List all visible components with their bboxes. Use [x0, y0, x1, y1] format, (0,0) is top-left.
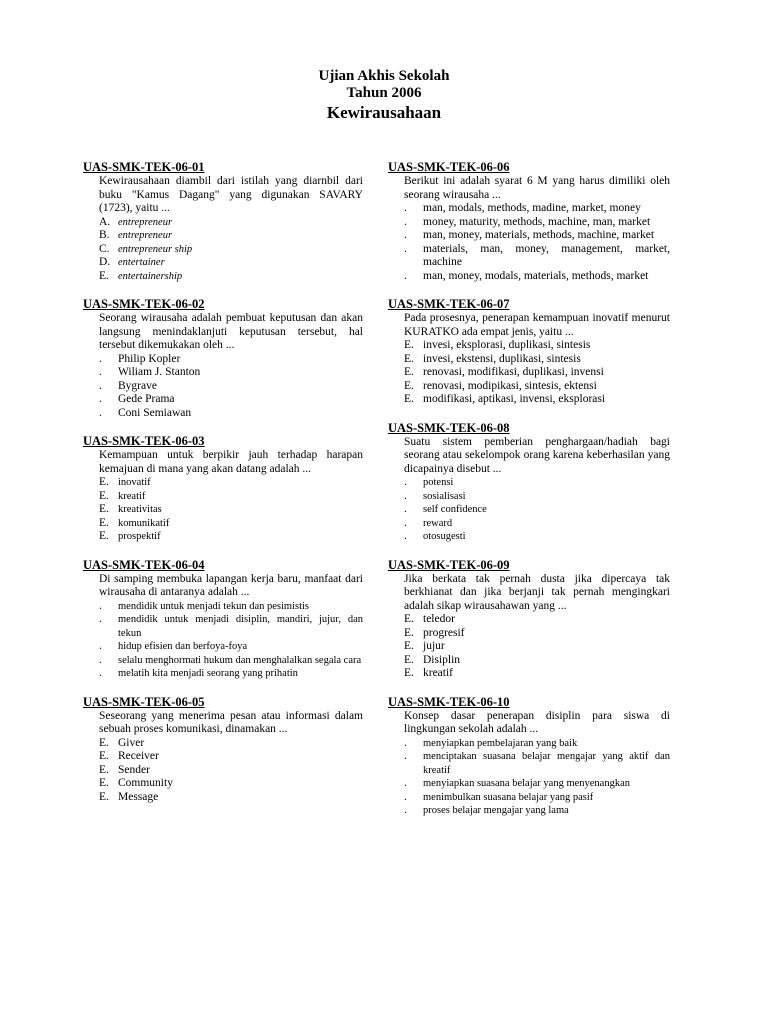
option-label: . [99, 667, 102, 679]
option-text: invesi, ekstensi, duplikasi, sintesis [423, 352, 581, 365]
answer-option [404, 750, 670, 777]
answer-option [99, 530, 363, 544]
option-label: . [404, 229, 407, 241]
answer-option [404, 476, 670, 490]
option-text: mendidik untuk menjadi tekun dan pesimistis [118, 600, 310, 612]
answer-option [404, 393, 670, 407]
answer-option [99, 654, 363, 668]
exam-title: Ujian Akhis Sekolah [318, 68, 450, 84]
option-label: A. [99, 215, 111, 228]
option-text: menimbulkan suasana belajar yang pasif [423, 791, 594, 803]
answer-option [404, 339, 670, 353]
answer-option [404, 627, 670, 641]
answer-option [99, 353, 363, 367]
option-label: . [99, 352, 102, 365]
option-text: Coni Semiawan [118, 406, 192, 419]
question-id: UAS-SMK-TEK-06-03 [83, 434, 205, 448]
option-label: E. [99, 489, 109, 502]
left-column [83, 160, 363, 818]
question-block [83, 558, 363, 681]
question-id: UAS-SMK-TEK-06-01 [83, 160, 205, 174]
option-label: . [404, 516, 407, 529]
option-text: sosialisasi [423, 490, 466, 502]
answer-option [404, 667, 670, 681]
option-label: . [99, 379, 102, 392]
question-block [83, 160, 363, 283]
option-text: mendidik untuk menjadi disiplin, mandiri, jujur, dan tekun [118, 614, 363, 639]
subject-title: Kewirausahaan [326, 103, 442, 122]
option-text: komunikatif [118, 517, 170, 529]
answer-option [99, 380, 363, 394]
option-text: menyiapkan pembelajaran yang baik [423, 737, 578, 749]
answer-option [404, 366, 670, 380]
question-id: UAS-SMK-TEK-06-09 [388, 557, 510, 572]
answer-option [99, 600, 363, 614]
option-label: . [99, 640, 102, 652]
option-text: man, modals, methods, madine, market, money [423, 202, 641, 214]
option-text: entertainer [118, 257, 165, 268]
question-id: UAS-SMK-TEK-06-05 [83, 694, 205, 709]
option-text: self confidence [423, 504, 487, 515]
option-text: jujur [423, 640, 445, 652]
answer-option [404, 654, 670, 668]
answer-option [99, 737, 363, 751]
option-label: . [99, 366, 102, 378]
answer-option [404, 202, 670, 216]
question-text: Pada prosesnya, penerapan kemampuan inovatif menurut KURATKO ada empat jenis, yaitu ... [404, 312, 670, 338]
answer-option [99, 667, 363, 681]
answer-option [404, 737, 670, 751]
option-text: money, maturity, methods, machine, man, market [423, 215, 651, 228]
option-text: menciptakan suasana belajar mengajar yang aktif dan kreatif [423, 751, 670, 776]
question-block [83, 434, 363, 544]
question-id: UAS-SMK-TEK-06-06 [388, 160, 510, 174]
option-label: . [404, 750, 407, 762]
option-text: Sender [118, 763, 150, 776]
option-label: E. [99, 777, 109, 789]
question-text: Kemampuan untuk berpikir jauh terhadap harapan kemajuan di mana yang akan datang adalah ... [99, 449, 363, 475]
answer-option [404, 613, 670, 627]
answer-option [99, 229, 363, 243]
option-label: E. [404, 379, 414, 392]
option-text: teledor [423, 613, 455, 625]
answer-option [404, 503, 670, 517]
question-text: Kewirausahaan diambil dari istilah yang diarnbil dari buku "Kamus Dagang" yang digunakan SAVARY (1723), yaitu ... [99, 175, 363, 214]
answer-option [99, 407, 363, 421]
option-text: Message [118, 790, 159, 803]
option-text: man, money, materials, methods, machine, market [423, 229, 655, 241]
option-label: B. [99, 229, 110, 241]
answer-option [404, 791, 670, 805]
option-text: kreativitas [118, 504, 162, 515]
question-text: Seseorang yang menerima pesan atau informasi dalam sebuah proses komunikasi, dinamakan ... [99, 709, 363, 735]
option-label: E. [99, 516, 109, 529]
option-label: E. [99, 736, 109, 749]
option-label: . [404, 242, 407, 255]
option-label: E. [99, 503, 109, 515]
exam-year: Tahun 2006 [346, 85, 422, 101]
option-label: . [99, 406, 102, 419]
option-text: Giver [118, 736, 145, 749]
option-label: . [404, 489, 407, 502]
option-text: menyiapkan suasana belajar yang menyenangkan [423, 778, 631, 789]
option-text: inovatif [118, 477, 151, 488]
answer-option [99, 243, 363, 257]
option-label: . [99, 613, 102, 625]
option-label: . [99, 599, 102, 612]
answer-option [404, 804, 670, 818]
option-text: prospektif [118, 531, 161, 542]
option-label: E. [404, 366, 414, 378]
option-text: reward [423, 517, 453, 529]
option-text: entertainership [118, 270, 183, 282]
option-label: . [404, 804, 407, 816]
question-block [388, 421, 670, 544]
answer-option [99, 366, 363, 380]
answer-option [99, 476, 363, 490]
answer-option [99, 490, 363, 504]
right-column [388, 160, 670, 832]
document-header [0, 68, 768, 123]
option-text: renovasi, modipikasi, sintesis, ektensi [423, 379, 597, 392]
option-label: E. [404, 339, 414, 351]
option-label: E. [99, 269, 109, 282]
question-id: UAS-SMK-TEK-06-04 [83, 557, 205, 572]
answer-option [99, 640, 363, 654]
answer-option [404, 216, 670, 230]
answer-option [404, 530, 670, 544]
question-text: Jika berkata tak pernah dusta jika dipercaya tak berkhianat dan jika berjanji tak pernah mengingkari adalah sikap wirausahawan yang ... [404, 572, 670, 612]
option-label: E. [404, 613, 414, 625]
option-label: . [404, 269, 407, 282]
question-block [388, 558, 670, 681]
option-text: Gede Prama [118, 393, 175, 405]
option-text: selalu menghormati hukum dan menghalalkan segala cara [118, 654, 362, 666]
option-label: . [404, 503, 407, 515]
option-label: . [404, 736, 407, 749]
answer-option [404, 517, 670, 531]
option-text: entrepreneur [118, 216, 173, 228]
question-text: Berikut ini adalah syarat 6 M yang harus dimiliki oleh seorang wirausaha ... [404, 175, 670, 201]
question-id: UAS-SMK-TEK-06-07 [388, 297, 510, 311]
question-text: Suatu sistem pemberian penghargaan/hadiah bagi seorang atau sekelompok orang karena keberhasilan yang dicapainya disebut ... [404, 435, 670, 475]
question-block [388, 297, 670, 407]
option-text: potensi [423, 477, 454, 488]
option-text: kreatif [118, 490, 146, 502]
answer-option [99, 791, 363, 805]
option-text: Community [118, 777, 173, 789]
option-label: . [404, 202, 407, 214]
answer-option [404, 229, 670, 243]
answer-option [99, 517, 363, 531]
option-label: E. [99, 750, 109, 762]
option-text: modifikasi, aptikasi, invensi, eksplorasi [423, 393, 606, 405]
option-text: progresif [423, 626, 465, 639]
option-text: hidup efisien dan berfoya-foya [118, 641, 248, 652]
question-text: Konsep dasar penerapan disiplin para siswa di lingkungan sekolah adalah ... [404, 709, 670, 735]
answer-option [404, 270, 670, 284]
option-text: Disiplin [423, 653, 461, 666]
option-text: entrepreneur ship [118, 243, 193, 255]
option-label: . [404, 790, 407, 803]
option-text: Bygrave [118, 379, 157, 392]
question-block [83, 297, 363, 420]
answer-option [99, 777, 363, 791]
option-label: E. [99, 476, 109, 488]
question-text: Seorang wirausaha adalah pembuat keputusan dan akan langsung menindaklanjuti keputusan tersebut, hal tersebut dikemukakan oleh ... [99, 312, 363, 351]
option-label: . [404, 476, 407, 488]
answer-option [404, 353, 670, 367]
option-label: . [99, 393, 102, 405]
option-text: Philip Kopler [118, 352, 181, 365]
option-label: E. [99, 530, 109, 542]
option-text: man, money, modals, materials, methods, market [423, 269, 649, 282]
option-text: invesi, eksplorasi, duplikasi, sintesis [423, 339, 591, 351]
option-label: E. [404, 393, 414, 405]
option-label: E. [99, 790, 109, 803]
option-text: kreatif [423, 667, 454, 679]
option-text: otosugesti [423, 531, 466, 542]
answer-option [404, 243, 670, 270]
answer-option [99, 764, 363, 778]
answer-option [404, 490, 670, 504]
option-label: E. [99, 763, 109, 776]
answer-option [99, 613, 363, 640]
option-label: . [404, 530, 407, 542]
option-label: . [404, 215, 407, 228]
question-block [388, 160, 670, 283]
option-text: materials, man, money, management, market, machine [423, 242, 670, 268]
question-text: Di samping membuka lapangan kerja baru, manfaat dari wirausaha di antaranya adalah ... [99, 572, 363, 598]
question-block [83, 695, 363, 805]
option-label: . [99, 653, 102, 666]
answer-option [99, 270, 363, 284]
answer-option [99, 256, 363, 270]
option-text: Receiver [118, 750, 159, 762]
option-text: Wiliam J. Stanton [118, 366, 201, 378]
option-label: E. [404, 626, 414, 639]
answer-option [404, 777, 670, 791]
option-text: melatih kita menjadi seorang yang prihatin [118, 668, 298, 679]
option-label: E. [404, 653, 414, 666]
answer-option [99, 216, 363, 230]
question-id: UAS-SMK-TEK-06-10 [388, 694, 510, 709]
option-text: entrepreneur [118, 230, 173, 241]
option-label: C. [99, 242, 110, 255]
option-label: D. [99, 256, 111, 268]
answer-option [99, 750, 363, 764]
answer-option [99, 503, 363, 517]
option-label: E. [404, 667, 414, 679]
option-label: . [404, 777, 407, 789]
answer-option [404, 640, 670, 654]
question-id: UAS-SMK-TEK-06-02 [83, 297, 205, 311]
answer-option [99, 393, 363, 407]
option-text: proses belajar mengajar yang lama [423, 805, 569, 816]
option-label: E. [404, 352, 414, 365]
option-label: E. [404, 640, 414, 652]
question-block [388, 695, 670, 818]
option-text: renovasi, modifikasi, duplikasi, invensi [423, 366, 604, 378]
question-id: UAS-SMK-TEK-06-08 [388, 420, 510, 435]
answer-option [404, 380, 670, 394]
